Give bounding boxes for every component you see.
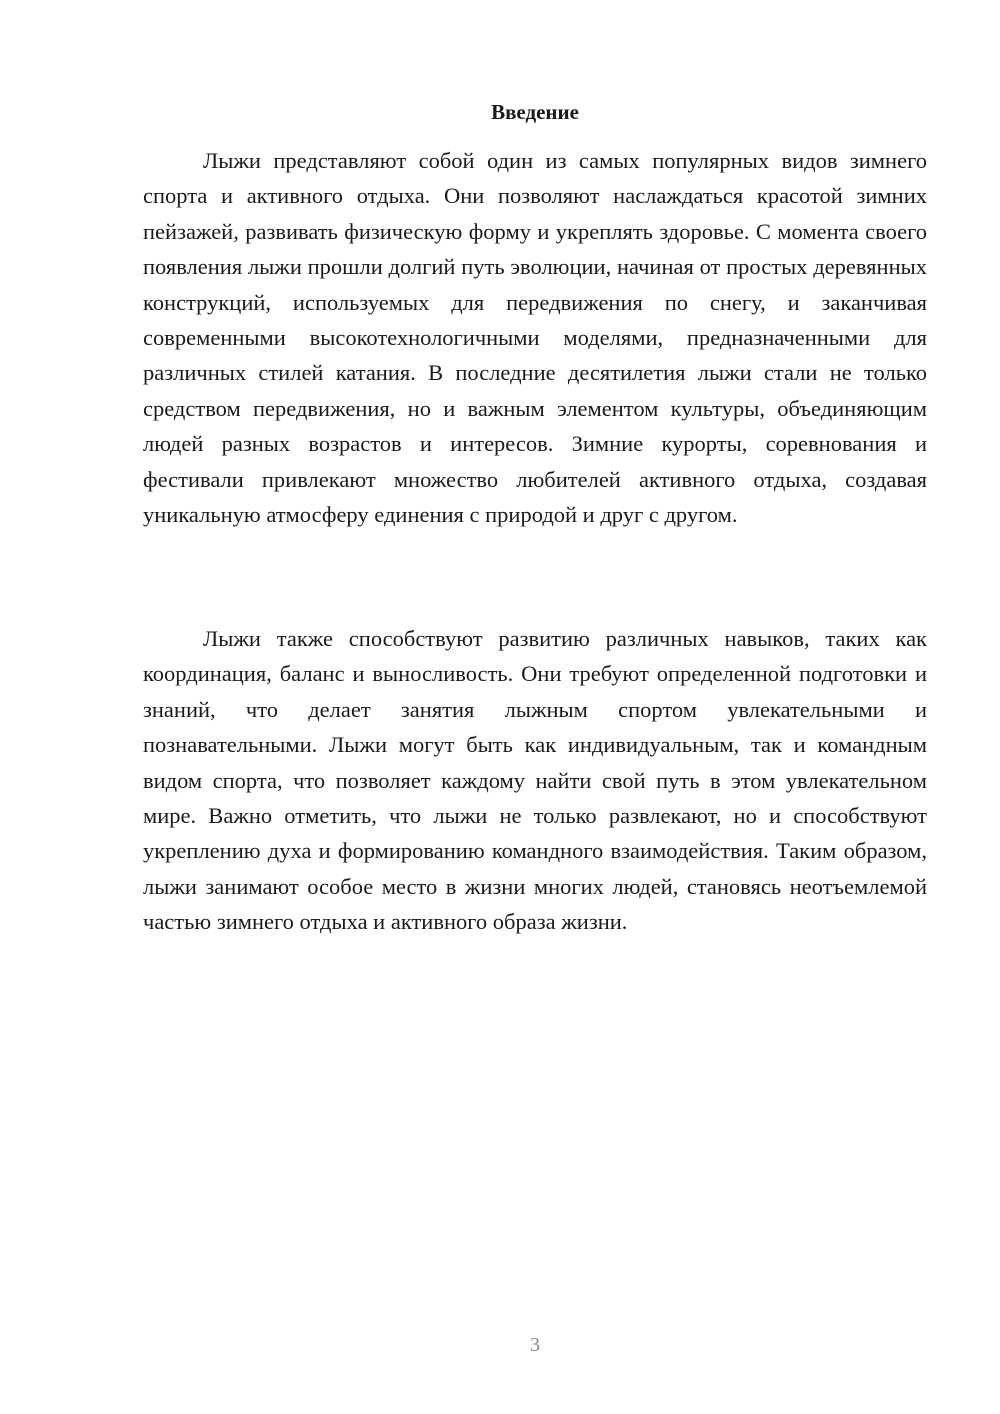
section-title: Введение [491,100,579,124]
paragraph-intro: Лыжи представляют собой один из самых популярных видов зимнего спорта и активного отдыха. Они позволяют наслаждаться красотой зимних пейзажей, развивать физическую форму и укреплять здоровье. С момента своего появления лыжи прошли долгий путь эволюции, начиная от простых деревянных конструкций, используемых для передвижения по снегу, и заканчивая современными высокотехнологичными моделями, предназначенными для различных стилей катания. В последние десятилетия лыжи стали не только средством передвижения, но и важным элементом культуры, объединяющим людей разных возрастов и интересов. Зимние курорты, соревнования и фестивали привлекают множество любителей активного отдыха, создавая уникальную атмосферу единения с природой и друг с другом. [143,148,927,528]
page-number: 3 [530,1334,540,1356]
paragraph-skills: Лыжи также способствуют развитию различных навыков, таких как координация, баланс и выносливость. Они требуют определенной подготовки и знаний, что делает занятия лыжным спортом увлекательными и познавательными. Лыжи могут быть как индивидуальным, так и командным видом спорта, что позволяет каждому найти свой путь в этом увлекательном мире. Важно отметить, что лыжи не только развлекают, но и способствуют укреплению духа и формированию командного взаимодействия. Таким образом, лыжи занимают особое место в жизни многих людей, становясь неотъемлемой частью зимнего отдыха и активного образа жизни. [143,626,927,935]
